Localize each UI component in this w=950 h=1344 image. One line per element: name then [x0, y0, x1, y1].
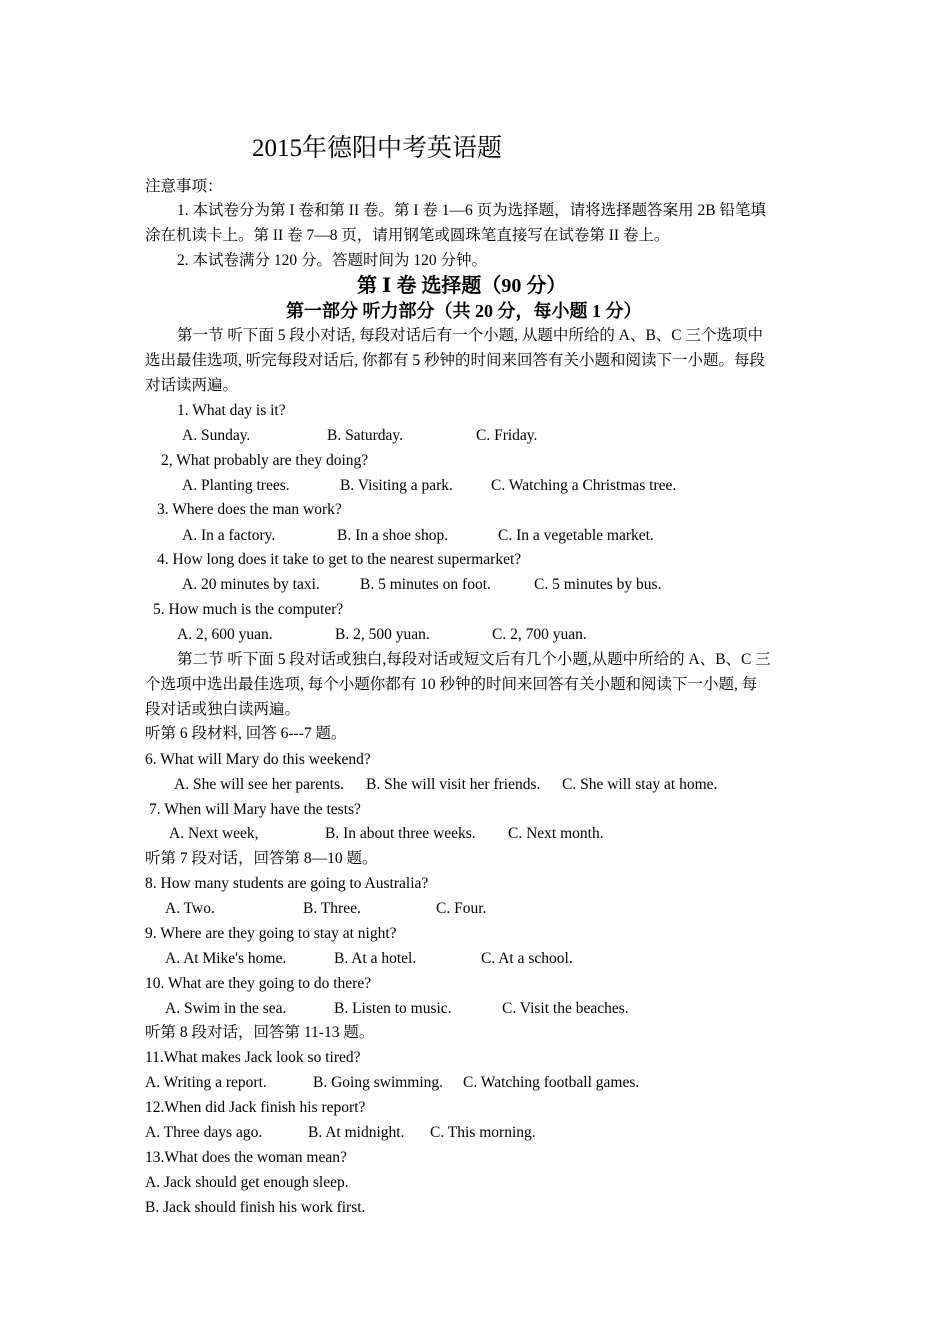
question-9-option-c: C. At a school.	[481, 950, 573, 967]
question-8: 8. How many students are going to Australia?	[145, 875, 429, 892]
notice-item-2: 2. 本试卷满分 120 分。答题时间为 120 分钟。	[177, 252, 488, 269]
question-1-option-c: C. Friday.	[476, 427, 538, 444]
question-11-option-c: C. Watching football games.	[463, 1074, 640, 1091]
question-6-option-b: B. She will visit her friends.	[366, 776, 541, 793]
question-7: 7. When will Mary have the tests?	[149, 801, 361, 818]
question-9: 9. Where are they going to stay at night?	[145, 925, 397, 942]
question-4-option-a: A. 20 minutes by taxi.	[182, 576, 320, 593]
part-title: 第一部分 听力部分（共 20 分，每小题 1 分）	[286, 301, 642, 321]
question-11-option-a: A. Writing a report.	[145, 1074, 267, 1091]
question-6-option-c: C. She will stay at home.	[562, 776, 718, 793]
question-4: 4. How long does it take to get to the nearest supermarket?	[157, 551, 522, 568]
question-1-option-a: A. Sunday.	[182, 427, 251, 444]
question-3: 3. Where does the man work?	[157, 501, 342, 518]
section-2-line-1: 第二节 听下面 5 段对话或独白,每段对话或短文后有几个小题,从题中所给的 A、B、C 三	[177, 651, 771, 668]
notice-item-1-line-1: 1. 本试卷分为第 I 卷和第 II 卷。第 I 卷 1—6 页为选择题，请将选择题答案用 2B 铅笔填	[177, 202, 766, 219]
question-7-option-b: B. In about three weeks.	[325, 825, 476, 842]
question-10-option-b: B. Listen to music.	[334, 1000, 452, 1017]
question-8-option-b: B. Three.	[303, 900, 361, 917]
question-10-option-c: C. Visit the beaches.	[502, 1000, 629, 1017]
question-2: 2, What probably are they doing?	[161, 452, 369, 469]
question-9-option-a: A. At Mike's home.	[165, 950, 287, 967]
question-5: 5. How much is the computer?	[153, 601, 344, 618]
question-1-option-b: B. Saturday.	[327, 427, 404, 444]
question-3-option-a: A. In a factory.	[182, 527, 276, 544]
page-title: 2015年德阳中考英语题	[252, 135, 503, 162]
question-5-option-c: C. 2, 700 yuan.	[492, 626, 587, 643]
question-10: 10. What are they going to do there?	[145, 975, 372, 992]
question-2-option-a: A. Planting trees.	[182, 477, 290, 494]
question-12-option-a: A. Three days ago.	[145, 1124, 263, 1141]
question-11-option-b: B. Going swimming.	[313, 1074, 444, 1091]
question-4-option-b: B. 5 minutes on foot.	[360, 576, 491, 593]
question-12: 12.When did Jack finish his report?	[145, 1099, 366, 1116]
section-1-line-1: 第一节 听下面 5 段小对话, 每段对话后有一个小题, 从题中所给的 A、B、C 三个选项中	[177, 327, 763, 344]
question-11: 11.What makes Jack look so tired?	[145, 1049, 361, 1066]
question-9-option-b: B. At a hotel.	[334, 950, 417, 967]
volume-title: 第 Ⅰ 卷 选择题（90 分）	[357, 275, 567, 297]
question-6: 6. What will Mary do this weekend?	[145, 751, 371, 768]
notice-heading: 注意事项：	[145, 178, 223, 195]
section-2-line-2: 个选项中选出最佳选项, 每个小题你都有 10 秒钟的时间来回答有关小题和阅读下一小题, 每	[145, 676, 758, 693]
question-3-option-c: C. In a vegetable market.	[498, 527, 654, 544]
section-1-line-3: 对话读两遍。	[145, 377, 239, 394]
question-5-option-b: B. 2, 500 yuan.	[335, 626, 430, 643]
question-13-option-a: A. Jack should get enough sleep.	[145, 1174, 349, 1191]
question-13-option-b: B. Jack should finish his work first.	[145, 1199, 366, 1216]
question-7-option-a: A. Next week,	[169, 825, 259, 842]
question-6-option-a: A. She will see her parents.	[174, 776, 345, 793]
question-2-option-c: C. Watching a Christmas tree.	[491, 477, 677, 494]
section-1-line-2: 选出最佳选项, 听完每段对话后, 你都有 5 秒钟的时间来回答有关小题和阅读下一小题。每段	[145, 352, 766, 369]
question-12-option-c: C. This morning.	[430, 1124, 536, 1141]
listen-instruction-7: 听第 7 段对话，回答第 8—10 题。	[145, 850, 378, 867]
question-10-option-a: A. Swim in the sea.	[165, 1000, 287, 1017]
question-13: 13.What does the woman mean?	[145, 1149, 347, 1166]
question-3-option-b: B. In a shoe shop.	[337, 527, 449, 544]
question-5-option-a: A. 2, 600 yuan.	[177, 626, 273, 643]
question-8-option-a: A. Two.	[165, 900, 215, 917]
question-4-option-c: C. 5 minutes by bus.	[534, 576, 662, 593]
listen-instruction-8: 听第 8 段对话，回答第 11-13 题。	[145, 1024, 375, 1041]
question-8-option-c: C. Four.	[436, 900, 487, 917]
section-2-line-3: 段对话或独白读两遍。	[145, 701, 301, 718]
question-1: 1. What day is it?	[177, 402, 286, 419]
listen-instruction-6: 听第 6 段材料, 回答 6---7 题。	[145, 725, 347, 742]
question-12-option-b: B. At midnight.	[308, 1124, 405, 1141]
notice-item-1-line-2: 涂在机读卡上。第 II 卷 7—8 页，请用钢笔或圆珠笔直接写在试卷第 II 卷上。	[145, 227, 670, 244]
question-7-option-c: C. Next month.	[508, 825, 604, 842]
question-2-option-b: B. Visiting a park.	[340, 477, 453, 494]
